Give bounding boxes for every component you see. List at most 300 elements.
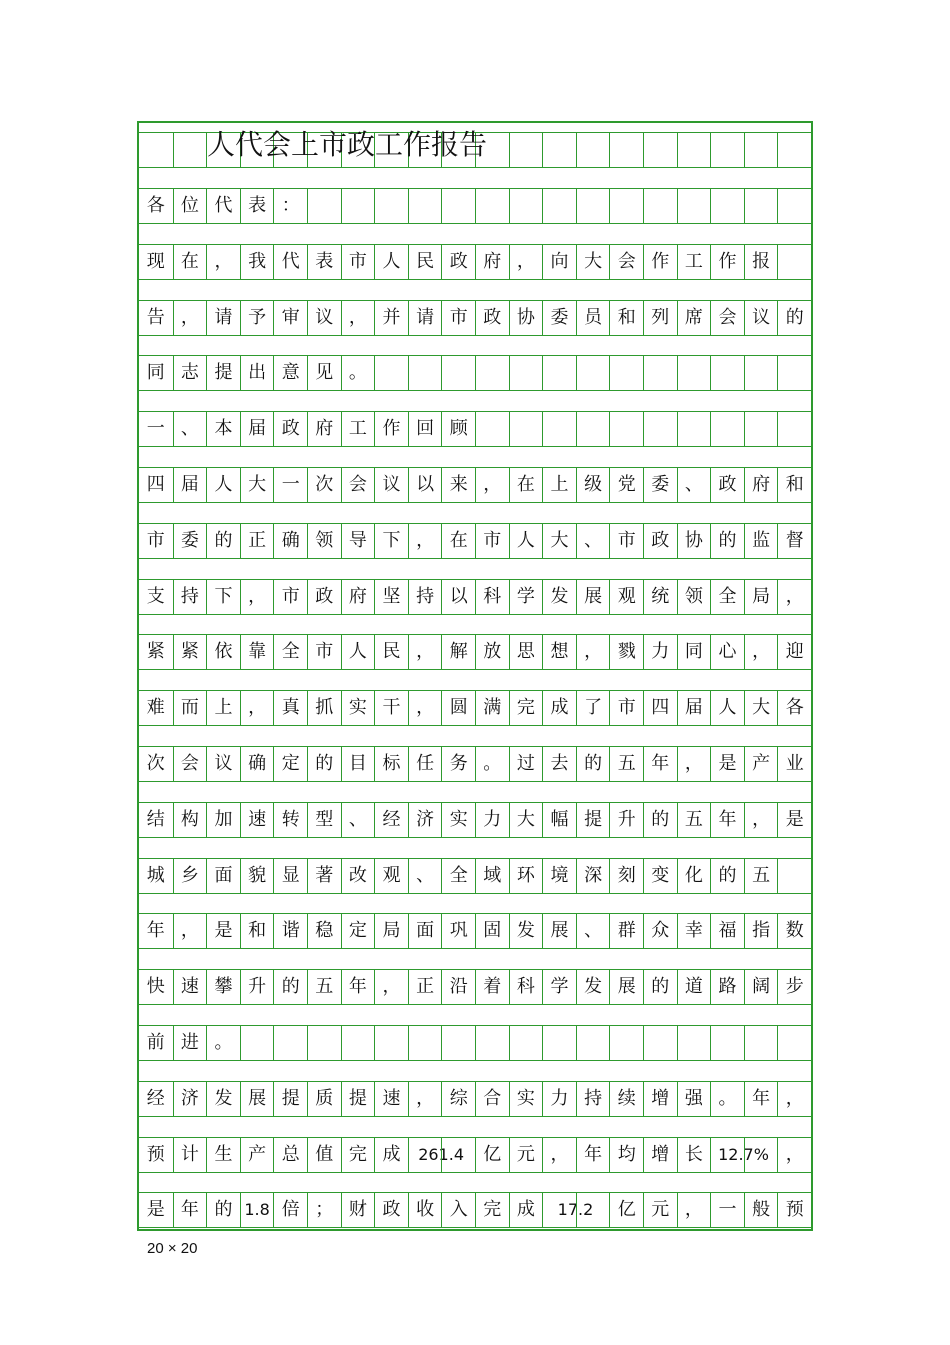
cell-char: 亿 — [483, 1143, 502, 1165]
grid-cell — [643, 746, 677, 782]
grid-cell — [509, 523, 543, 559]
grid-cell — [509, 244, 543, 280]
cell-char: 请 — [214, 306, 233, 328]
cell-char: 预 — [785, 1199, 804, 1221]
cell-char: 年 — [718, 808, 737, 830]
grid-cell — [173, 1192, 207, 1228]
grid-cell — [206, 467, 240, 503]
cell-char: 。 — [348, 362, 367, 384]
cell-char: 预 — [146, 1143, 165, 1165]
cell-char: 结 — [146, 808, 165, 830]
cell-char: 届 — [248, 418, 267, 440]
cell-char: 的 — [785, 306, 804, 328]
grid-cell — [206, 1081, 240, 1117]
grid-cell — [509, 188, 543, 224]
grid-cell — [509, 969, 543, 1005]
cell-char: 步 — [785, 976, 804, 998]
cell-char: 告 — [146, 306, 165, 328]
cell-char: ， — [382, 976, 401, 998]
cell-char: 化 — [684, 864, 703, 886]
grid-cell — [542, 913, 576, 949]
cell-char: 统 — [651, 585, 670, 607]
grid-cell — [643, 579, 677, 615]
cell-char: 政 — [718, 474, 737, 495]
grid-cell — [542, 132, 576, 168]
grid-cell — [374, 300, 408, 336]
grid-cell — [509, 467, 543, 503]
grid-cell — [408, 300, 442, 336]
grid-cell — [475, 1025, 509, 1061]
cell-char: 完 — [348, 1143, 367, 1165]
grid-cell — [677, 467, 711, 503]
grid-cell — [542, 1192, 594, 1228]
cell-char: 一 — [146, 418, 165, 440]
cell-char: 亿 — [617, 1199, 636, 1221]
cell-char: 年 — [651, 753, 670, 774]
grid-cell — [542, 523, 576, 559]
cell-char: 领 — [315, 529, 334, 551]
grid-cell — [475, 969, 509, 1005]
cell-char: 委 — [180, 529, 199, 551]
grid-cell — [341, 1137, 375, 1173]
grid-cell — [677, 969, 711, 1005]
grid-cell — [576, 355, 610, 391]
grid-cell — [609, 1081, 643, 1117]
cell-char: 在 — [449, 529, 468, 551]
grid-cell — [441, 188, 475, 224]
grid-cell — [710, 634, 744, 670]
cell-char: 靠 — [248, 641, 267, 663]
grid-cell — [744, 411, 778, 447]
grid-row — [139, 1192, 811, 1228]
cell-char: 人 — [382, 250, 401, 272]
cell-char: 正 — [248, 529, 267, 551]
cell-char: ； — [315, 1199, 334, 1221]
cell-char: 上 — [550, 474, 569, 495]
grid-cell — [173, 1081, 207, 1117]
grid-cell — [341, 411, 375, 447]
cell-char: 依 — [214, 641, 233, 663]
cell-char: 而 — [180, 697, 199, 719]
grid-cell — [341, 746, 375, 782]
grid-cell — [273, 1137, 307, 1173]
cell-char: 综 — [449, 1087, 468, 1109]
cell-char: 领 — [684, 585, 703, 607]
cell-char: 总 — [281, 1143, 300, 1165]
grid-cell — [139, 690, 173, 726]
grid-cell — [744, 913, 778, 949]
grid-cell — [710, 913, 744, 949]
grid-cell — [240, 355, 274, 391]
cell-char: ， — [684, 753, 703, 774]
grid-cell — [408, 411, 442, 447]
grid-row — [139, 523, 811, 559]
cell-char: 紧 — [146, 641, 165, 663]
grid-cell — [240, 634, 274, 670]
cell-char: 、 — [584, 920, 603, 942]
grid-cell — [777, 913, 811, 949]
grid-row — [139, 634, 811, 670]
grid-cell — [139, 132, 173, 168]
grid-cell — [643, 1025, 677, 1061]
cell-char: 紧 — [180, 641, 199, 663]
grid-cell — [777, 746, 811, 782]
grid-cell — [441, 467, 475, 503]
grid-cell — [475, 1137, 509, 1173]
grid-cell — [744, 746, 778, 782]
grid-cell — [273, 1025, 307, 1061]
cell-char: 位 — [180, 195, 199, 216]
grid-cell — [307, 802, 341, 838]
cell-char: ， — [785, 1087, 804, 1109]
grid-cell — [307, 467, 341, 503]
cell-char: 席 — [684, 306, 703, 328]
cell-char: 增 — [651, 1087, 670, 1109]
cell-char: 展 — [617, 976, 636, 998]
grid-cell — [374, 690, 408, 726]
cell-char: 报 — [752, 250, 771, 272]
grid-cell — [206, 746, 240, 782]
grid-cell — [777, 690, 811, 726]
cell-char: 速 — [180, 976, 199, 998]
cell-char: 坚 — [382, 585, 401, 607]
cell-char: 转 — [281, 808, 300, 830]
grid-cell — [139, 858, 173, 894]
grid-row — [139, 802, 811, 838]
cell-char: 回 — [416, 418, 435, 440]
grid-cell — [677, 244, 711, 280]
grid-cell — [542, 579, 576, 615]
grid-cell — [139, 1025, 173, 1061]
cell-char: 持 — [584, 1087, 603, 1109]
cell-char: 速 — [248, 808, 267, 830]
cell-char: ， — [248, 697, 267, 719]
grid-cell — [475, 690, 509, 726]
grid-cell — [475, 355, 509, 391]
cell-char: 次 — [315, 474, 334, 495]
grid-cell — [576, 300, 610, 336]
cell-char: 同 — [684, 641, 703, 663]
cell-char: ， — [416, 1087, 435, 1109]
grid-cell — [609, 411, 643, 447]
grid-cell — [710, 858, 744, 894]
cell-char: 任 — [416, 753, 435, 774]
cell-char: 委 — [550, 306, 569, 328]
grid-cell — [542, 188, 576, 224]
grid-cell — [677, 523, 711, 559]
grid-cell — [408, 802, 442, 838]
cell-char: 监 — [752, 529, 771, 551]
grid-cell — [710, 1081, 744, 1117]
cell-char: 学 — [550, 976, 569, 998]
cell-char: 上 — [214, 697, 233, 719]
grid-cell — [744, 690, 778, 726]
grid-cell — [341, 1192, 375, 1228]
grid-cell — [341, 244, 375, 280]
cell-char: 四 — [651, 697, 670, 719]
grid-cell — [173, 1137, 207, 1173]
cell-char: 大 — [550, 529, 569, 551]
grid-cell — [341, 802, 375, 838]
grid-cell — [576, 1025, 610, 1061]
cell-char: 府 — [348, 585, 367, 607]
cell-char: 质 — [315, 1087, 334, 1109]
cell-char: 代 — [281, 250, 300, 272]
grid-cell — [273, 579, 307, 615]
grid-row — [139, 1137, 811, 1173]
cell-char: 协 — [684, 529, 703, 551]
cell-char: 民 — [416, 250, 435, 272]
grid-cell — [509, 411, 543, 447]
cell-char: ， — [684, 1199, 703, 1221]
grid-cell — [777, 188, 811, 224]
manuscript-grid — [137, 121, 813, 1231]
grid-cell — [341, 1025, 375, 1061]
cell-char: 全 — [281, 641, 300, 663]
cell-char: 出 — [248, 362, 267, 384]
grid-cell — [139, 746, 173, 782]
grid-cell — [777, 1192, 811, 1228]
grid-cell — [408, 969, 442, 1005]
grid-cell — [710, 244, 744, 280]
grid-cell — [173, 634, 207, 670]
grid-cell — [139, 300, 173, 336]
grid-cell — [240, 690, 274, 726]
grid-cell — [710, 1137, 769, 1173]
cell-char: 元 — [516, 1143, 535, 1165]
cell-char: 会 — [180, 753, 199, 774]
grid-cell — [509, 1081, 543, 1117]
grid-cell — [677, 132, 711, 168]
cell-char: 貌 — [248, 864, 267, 886]
cell-char: 会 — [617, 250, 636, 272]
grid-cell — [542, 1081, 576, 1117]
grid-cell — [777, 1081, 811, 1117]
grid-cell — [710, 411, 744, 447]
grid-cell — [710, 188, 744, 224]
cell-char: 党 — [617, 474, 636, 495]
grid-cell — [777, 634, 811, 670]
cell-char: 增 — [651, 1143, 670, 1165]
grid-cell — [744, 858, 778, 894]
grid-row — [139, 188, 811, 224]
grid-cell — [744, 1025, 778, 1061]
grid-cell — [777, 411, 811, 447]
grid-cell — [408, 1025, 442, 1061]
cell-char: 意 — [281, 362, 300, 384]
grid-cell — [307, 411, 341, 447]
cell-char: 的 — [584, 753, 603, 774]
grid-cell — [341, 858, 375, 894]
grid-cell — [576, 1137, 610, 1173]
grid-cell — [206, 802, 240, 838]
grid-cell — [374, 746, 408, 782]
grid-cell — [173, 913, 207, 949]
grid-cell — [576, 244, 610, 280]
cell-char: ， — [248, 585, 267, 607]
cell-char: 市 — [483, 529, 502, 551]
grid-cell — [677, 1025, 711, 1061]
grid-cell — [475, 634, 509, 670]
grid-cell — [441, 858, 475, 894]
grid-cell — [441, 579, 475, 615]
grid-cell — [643, 858, 677, 894]
cell-char: 府 — [315, 418, 334, 440]
grid-cell — [307, 690, 341, 726]
grid-cell — [206, 355, 240, 391]
cell-char: ， — [180, 920, 199, 942]
cell-char: 持 — [416, 585, 435, 607]
cell-char: 人 — [348, 641, 367, 663]
grid-cell — [173, 411, 207, 447]
grid-cell — [408, 634, 442, 670]
cell-char: 审 — [281, 306, 300, 328]
grid-row — [139, 244, 811, 280]
cell-char: 成 — [516, 1199, 535, 1221]
grid-cell — [643, 300, 677, 336]
cell-char: 政 — [483, 306, 502, 328]
grid-cell — [609, 523, 643, 559]
grid-cell — [542, 746, 576, 782]
cell-char: 力 — [483, 808, 502, 830]
grid-cell — [542, 969, 576, 1005]
grid-cell — [240, 1192, 274, 1228]
cell-char: 展 — [584, 585, 603, 607]
grid-cell — [173, 132, 207, 168]
cell-char: 员 — [584, 306, 603, 328]
grid-cell — [206, 1025, 240, 1061]
grid-cell — [341, 969, 375, 1005]
cell-char: ， — [550, 1143, 569, 1165]
grid-row — [139, 858, 811, 894]
cell-char: 济 — [180, 1087, 199, 1109]
cell-char: 加 — [214, 808, 233, 830]
grid-cell — [441, 411, 475, 447]
grid-cell — [475, 913, 509, 949]
cell-char: 提 — [214, 362, 233, 384]
grid-cell — [139, 355, 173, 391]
cell-char: 市 — [315, 641, 334, 663]
grid-cell — [677, 1192, 711, 1228]
grid-cell — [643, 634, 677, 670]
cell-char: 乡 — [180, 864, 199, 886]
cell-char: 请 — [416, 306, 435, 328]
grid-row — [139, 467, 811, 503]
cell-char: 观 — [617, 585, 636, 607]
grid-cell — [374, 858, 408, 894]
cell-char: 。 — [718, 1087, 737, 1109]
cell-char: 值 — [315, 1143, 334, 1165]
grid-cell — [240, 969, 274, 1005]
cell-char: 261.4 — [418, 1144, 464, 1164]
grid-row — [139, 1025, 811, 1061]
cell-char: 府 — [483, 250, 502, 272]
cell-char: 型 — [315, 808, 334, 830]
grid-cell — [240, 523, 274, 559]
cell-char: 想 — [550, 641, 569, 663]
grid-cell — [408, 690, 442, 726]
grid-cell — [677, 300, 711, 336]
grid-cell — [475, 858, 509, 894]
grid-cell — [643, 523, 677, 559]
cell-char: ， — [348, 306, 367, 328]
cell-char: 道 — [684, 976, 703, 998]
grid-row — [139, 355, 811, 391]
cell-char: 速 — [382, 1087, 401, 1109]
cell-char: 和 — [785, 474, 804, 495]
grid-cell — [710, 969, 744, 1005]
cell-char: 在 — [180, 250, 199, 272]
grid-cell — [139, 802, 173, 838]
grid-cell — [509, 579, 543, 615]
grid-cell — [576, 858, 610, 894]
cell-char: 沿 — [449, 976, 468, 998]
grid-cell — [139, 969, 173, 1005]
grid-cell — [677, 913, 711, 949]
cell-char: 产 — [752, 753, 771, 774]
grid-cell — [777, 355, 811, 391]
grid-cell — [609, 802, 643, 838]
cell-char: 强 — [684, 1087, 703, 1109]
cell-char: 下 — [382, 529, 401, 551]
grid-cell — [643, 411, 677, 447]
grid-cell — [643, 913, 677, 949]
cell-char: 巩 — [449, 920, 468, 942]
grid-cell — [576, 467, 610, 503]
cell-char: 民 — [382, 641, 401, 663]
cell-char: 议 — [752, 306, 771, 328]
cell-char: 政 — [281, 418, 300, 440]
grid-cell — [273, 634, 307, 670]
cell-char: 解 — [449, 641, 468, 663]
grid-cell — [173, 523, 207, 559]
cell-char: 同 — [146, 362, 165, 384]
cell-char: 发 — [214, 1087, 233, 1109]
grid-row — [139, 579, 811, 615]
cell-char: 的 — [281, 976, 300, 998]
grid-cell — [609, 690, 643, 726]
grid-cell — [206, 523, 240, 559]
grid-cell — [542, 690, 576, 726]
grid-cell — [677, 411, 711, 447]
grid-cell — [206, 634, 240, 670]
grid-cell — [173, 746, 207, 782]
cell-char: 变 — [651, 864, 670, 886]
grid-cell — [173, 690, 207, 726]
cell-char: 大 — [752, 697, 771, 719]
grid-cell — [408, 579, 442, 615]
grid-cell — [240, 802, 274, 838]
cell-char: 心 — [718, 641, 737, 663]
cell-char: 福 — [718, 920, 737, 942]
grid-cell — [139, 634, 173, 670]
grid-cell — [374, 523, 408, 559]
cell-char: 表 — [248, 195, 267, 216]
cell-char: 年 — [348, 976, 367, 998]
grid-cell — [609, 132, 643, 168]
cell-char: 的 — [214, 529, 233, 551]
grid-cell — [173, 858, 207, 894]
grid-cell — [341, 579, 375, 615]
cell-char: 城 — [146, 864, 165, 886]
cell-char: 入 — [449, 1199, 468, 1221]
cell-char: 进 — [180, 1032, 199, 1053]
grid-cell — [777, 969, 811, 1005]
grid-cell — [441, 969, 475, 1005]
grid-cell — [173, 802, 207, 838]
grid-cell — [240, 579, 274, 615]
cell-char: 干 — [382, 697, 401, 719]
